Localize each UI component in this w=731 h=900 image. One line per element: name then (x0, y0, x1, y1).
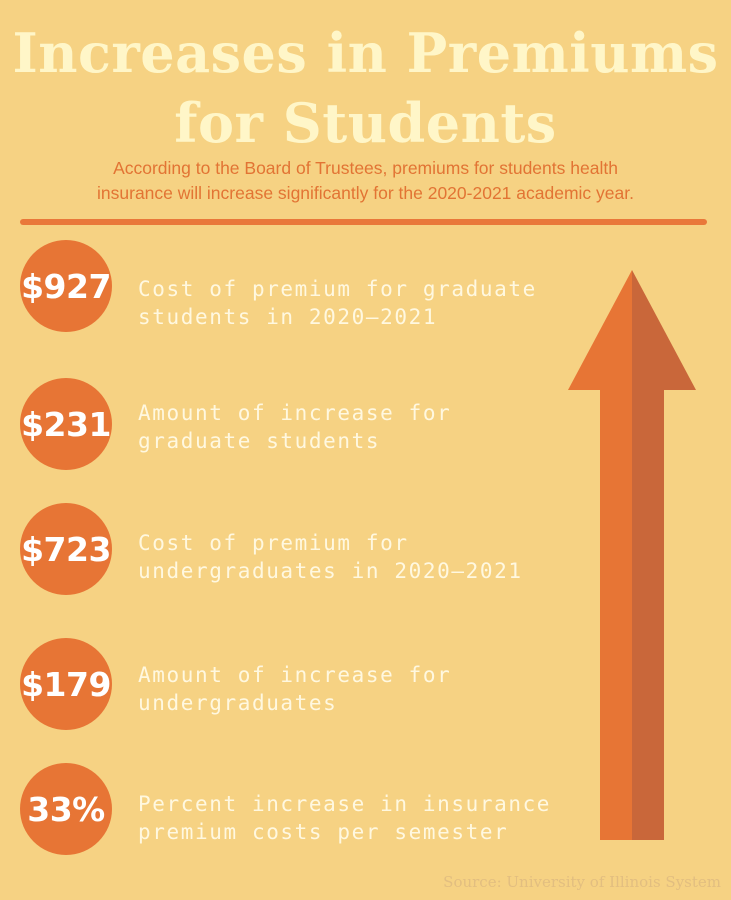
stat-label-undergraduate-increase (138, 661, 558, 717)
stat-label-line: graduate students (138, 429, 381, 453)
stat-circle-graduate-increase: $231 (20, 378, 112, 470)
stat-label-undergraduate-premium (138, 529, 558, 585)
stat-circle-percent-increase: 33% (20, 763, 112, 855)
page-title-line-2: for Students (174, 91, 557, 155)
stat-label-line: Cost of premium for (138, 531, 409, 555)
subtitle-line-1: According to the Board of Trustees, premiums for students health (113, 158, 618, 178)
stat-circle-graduate-premium: $927 (20, 240, 112, 332)
stat-label-line: students in 2020–2021 (138, 305, 438, 329)
subtitle-line-2: insurance will increase significantly for the 2020-2021 academic year. (97, 183, 634, 203)
stat-circle-undergraduate-increase: $179 (20, 638, 112, 730)
stat-label-graduate-premium (138, 275, 558, 331)
stat-label-graduate-increase (138, 399, 558, 455)
divider (20, 219, 707, 225)
stat-label-line: Amount of increase for (138, 663, 452, 687)
stat-label-line: Percent increase in insurance (138, 792, 552, 816)
arrow-shaft-right (632, 388, 664, 840)
stat-label-line: Cost of premium for graduate (138, 277, 537, 301)
up-arrow-icon (560, 260, 710, 850)
stat-label-percent-increase (138, 790, 558, 846)
arrow-head-left (568, 270, 632, 390)
stat-label-line: Amount of increase for (138, 401, 452, 425)
arrow-shaft-left (600, 388, 632, 840)
stat-label-line: undergraduates (138, 691, 338, 715)
stat-label-line: undergraduates in 2020–2021 (138, 559, 523, 583)
arrow-head-right (632, 270, 696, 390)
source-credit: Source: University of Illinois System (443, 873, 721, 891)
page-title-line-1: Increases in Premiums (12, 21, 719, 85)
stat-label-line: premium costs per semester (138, 820, 509, 844)
stat-circle-undergraduate-premium: $723 (20, 503, 112, 595)
